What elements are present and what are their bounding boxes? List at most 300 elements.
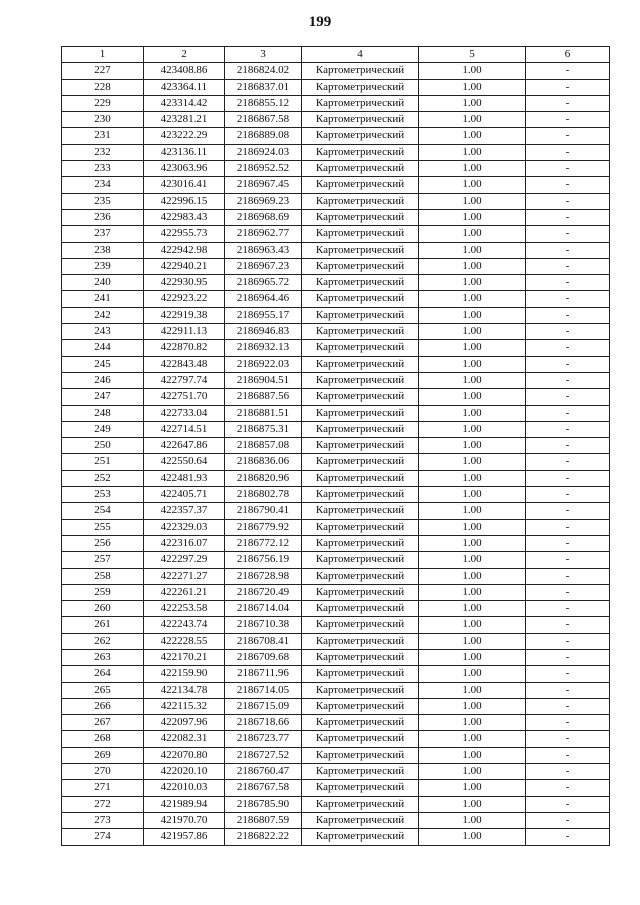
note-cell: -	[526, 796, 610, 812]
accuracy-cell: 1.00	[419, 258, 526, 274]
table-row	[62, 421, 610, 437]
y-coordinate-cell: 2186889.08	[225, 128, 302, 144]
table-row	[62, 79, 610, 95]
y-coordinate-cell: 2186715.09	[225, 698, 302, 714]
y-coordinate-cell: 2186867.58	[225, 112, 302, 128]
table-row	[62, 438, 610, 454]
table-row	[62, 454, 610, 470]
table-row	[62, 535, 610, 551]
x-coordinate-cell: 423314.42	[144, 95, 225, 111]
y-coordinate-cell: 2186822.22	[225, 829, 302, 845]
method-cell: Картометрический	[302, 601, 419, 617]
point-number-cell: 227	[62, 63, 144, 79]
table-row	[62, 144, 610, 160]
note-cell: -	[526, 812, 610, 828]
point-number-cell: 228	[62, 79, 144, 95]
coordinates-table	[61, 46, 610, 846]
method-cell: Картометрический	[302, 617, 419, 633]
point-number-cell: 249	[62, 421, 144, 437]
table-row	[62, 503, 610, 519]
accuracy-cell: 1.00	[419, 209, 526, 225]
table-row	[62, 682, 610, 698]
table-row	[62, 731, 610, 747]
y-coordinate-cell: 2186708.41	[225, 633, 302, 649]
note-cell: -	[526, 389, 610, 405]
note-cell: -	[526, 487, 610, 503]
point-number-cell: 254	[62, 503, 144, 519]
point-number-cell: 231	[62, 128, 144, 144]
y-coordinate-cell: 2186952.52	[225, 161, 302, 177]
method-cell: Картометрический	[302, 324, 419, 340]
point-number-cell: 241	[62, 291, 144, 307]
note-cell: -	[526, 519, 610, 535]
y-coordinate-cell: 2186710.38	[225, 617, 302, 633]
y-coordinate-cell: 2186881.51	[225, 405, 302, 421]
method-cell: Картометрический	[302, 568, 419, 584]
point-number-cell: 248	[62, 405, 144, 421]
note-cell: -	[526, 372, 610, 388]
table-row	[62, 666, 610, 682]
method-cell: Картометрический	[302, 177, 419, 193]
point-number-cell: 244	[62, 340, 144, 356]
table-row	[62, 63, 610, 79]
accuracy-cell: 1.00	[419, 242, 526, 258]
y-coordinate-cell: 2186802.78	[225, 487, 302, 503]
y-coordinate-cell: 2186720.49	[225, 584, 302, 600]
table-row	[62, 584, 610, 600]
point-number-cell: 242	[62, 307, 144, 323]
x-coordinate-cell: 421957.86	[144, 829, 225, 845]
note-cell: -	[526, 209, 610, 225]
table-row	[62, 519, 610, 535]
x-coordinate-cell: 422159.90	[144, 666, 225, 682]
table-row	[62, 796, 610, 812]
method-cell: Картометрический	[302, 454, 419, 470]
note-cell: -	[526, 535, 610, 551]
x-coordinate-cell: 421970.70	[144, 812, 225, 828]
x-coordinate-cell: 421989.94	[144, 796, 225, 812]
y-coordinate-cell: 2186875.31	[225, 421, 302, 437]
y-coordinate-cell: 2186824.02	[225, 63, 302, 79]
y-coordinate-cell: 2186965.72	[225, 275, 302, 291]
table-row	[62, 698, 610, 714]
note-cell: -	[526, 79, 610, 95]
accuracy-cell: 1.00	[419, 291, 526, 307]
method-cell: Картометрический	[302, 666, 419, 682]
y-coordinate-cell: 2186820.96	[225, 470, 302, 486]
point-number-cell: 245	[62, 356, 144, 372]
point-number-cell: 235	[62, 193, 144, 209]
accuracy-cell: 1.00	[419, 470, 526, 486]
method-cell: Картометрический	[302, 698, 419, 714]
accuracy-cell: 1.00	[419, 307, 526, 323]
point-number-cell: 263	[62, 649, 144, 665]
table-row	[62, 780, 610, 796]
note-cell: -	[526, 177, 610, 193]
accuracy-cell: 1.00	[419, 356, 526, 372]
y-coordinate-cell: 2186855.12	[225, 95, 302, 111]
y-coordinate-cell: 2186837.01	[225, 79, 302, 95]
y-coordinate-cell: 2186718.66	[225, 715, 302, 731]
note-cell: -	[526, 63, 610, 79]
point-number-cell: 261	[62, 617, 144, 633]
point-number-cell: 266	[62, 698, 144, 714]
method-cell: Картометрический	[302, 144, 419, 160]
note-cell: -	[526, 405, 610, 421]
method-cell: Картометрический	[302, 764, 419, 780]
x-coordinate-cell: 422751.70	[144, 389, 225, 405]
accuracy-cell: 1.00	[419, 193, 526, 209]
point-number-cell: 237	[62, 226, 144, 242]
x-coordinate-cell: 423016.41	[144, 177, 225, 193]
note-cell: -	[526, 144, 610, 160]
note-cell: -	[526, 161, 610, 177]
table-row	[62, 764, 610, 780]
x-coordinate-cell: 423222.29	[144, 128, 225, 144]
table-row	[62, 177, 610, 193]
x-coordinate-cell: 422297.29	[144, 552, 225, 568]
method-cell: Картометрический	[302, 747, 419, 763]
x-coordinate-cell: 423136.11	[144, 144, 225, 160]
point-number-cell: 268	[62, 731, 144, 747]
x-coordinate-cell: 422955.73	[144, 226, 225, 242]
accuracy-cell: 1.00	[419, 63, 526, 79]
table-row	[62, 747, 610, 763]
x-coordinate-cell: 422134.78	[144, 682, 225, 698]
x-coordinate-cell: 422253.58	[144, 601, 225, 617]
method-cell: Картометрический	[302, 340, 419, 356]
note-cell: -	[526, 747, 610, 763]
column-header-5: 5	[419, 47, 526, 63]
point-number-cell: 273	[62, 812, 144, 828]
y-coordinate-cell: 2186932.13	[225, 340, 302, 356]
point-number-cell: 267	[62, 715, 144, 731]
method-cell: Картометрический	[302, 682, 419, 698]
y-coordinate-cell: 2186904.51	[225, 372, 302, 388]
table-row	[62, 715, 610, 731]
method-cell: Картометрический	[302, 812, 419, 828]
accuracy-cell: 1.00	[419, 487, 526, 503]
note-cell: -	[526, 291, 610, 307]
note-cell: -	[526, 601, 610, 617]
method-cell: Картометрический	[302, 193, 419, 209]
accuracy-cell: 1.00	[419, 421, 526, 437]
y-coordinate-cell: 2186836.06	[225, 454, 302, 470]
table-row	[62, 633, 610, 649]
y-coordinate-cell: 2186946.83	[225, 324, 302, 340]
note-cell: -	[526, 258, 610, 274]
method-cell: Картометрический	[302, 584, 419, 600]
point-number-cell: 247	[62, 389, 144, 405]
x-coordinate-cell: 422405.71	[144, 487, 225, 503]
point-number-cell: 252	[62, 470, 144, 486]
x-coordinate-cell: 422115.32	[144, 698, 225, 714]
y-coordinate-cell: 2186756.19	[225, 552, 302, 568]
note-cell: -	[526, 324, 610, 340]
x-coordinate-cell: 422930.95	[144, 275, 225, 291]
point-number-cell: 269	[62, 747, 144, 763]
method-cell: Картометрический	[302, 715, 419, 731]
note-cell: -	[526, 715, 610, 731]
y-coordinate-cell: 2186963.43	[225, 242, 302, 258]
x-coordinate-cell: 422481.93	[144, 470, 225, 486]
x-coordinate-cell: 422261.21	[144, 584, 225, 600]
point-number-cell: 271	[62, 780, 144, 796]
method-cell: Картометрический	[302, 535, 419, 551]
accuracy-cell: 1.00	[419, 503, 526, 519]
table-row	[62, 829, 610, 845]
table-row	[62, 193, 610, 209]
table-row	[62, 405, 610, 421]
x-coordinate-cell: 423281.21	[144, 112, 225, 128]
accuracy-cell: 1.00	[419, 128, 526, 144]
method-cell: Картометрический	[302, 552, 419, 568]
point-number-cell: 255	[62, 519, 144, 535]
accuracy-cell: 1.00	[419, 552, 526, 568]
accuracy-cell: 1.00	[419, 438, 526, 454]
accuracy-cell: 1.00	[419, 601, 526, 617]
y-coordinate-cell: 2186968.69	[225, 209, 302, 225]
y-coordinate-cell: 2186728.98	[225, 568, 302, 584]
accuracy-cell: 1.00	[419, 649, 526, 665]
table-row	[62, 649, 610, 665]
x-coordinate-cell: 422020.10	[144, 764, 225, 780]
table-row	[62, 128, 610, 144]
x-coordinate-cell: 422870.82	[144, 340, 225, 356]
note-cell: -	[526, 454, 610, 470]
accuracy-cell: 1.00	[419, 275, 526, 291]
x-coordinate-cell: 422228.55	[144, 633, 225, 649]
accuracy-cell: 1.00	[419, 829, 526, 845]
y-coordinate-cell: 2186760.47	[225, 764, 302, 780]
point-number-cell: 272	[62, 796, 144, 812]
x-coordinate-cell: 422070.80	[144, 747, 225, 763]
note-cell: -	[526, 552, 610, 568]
table-row	[62, 356, 610, 372]
x-coordinate-cell: 423364.11	[144, 79, 225, 95]
table-row	[62, 258, 610, 274]
method-cell: Картометрический	[302, 829, 419, 845]
table-row	[62, 291, 610, 307]
method-cell: Картометрический	[302, 780, 419, 796]
x-coordinate-cell: 422996.15	[144, 193, 225, 209]
table-row	[62, 112, 610, 128]
accuracy-cell: 1.00	[419, 666, 526, 682]
x-coordinate-cell: 422983.43	[144, 209, 225, 225]
page-number: 199	[308, 14, 332, 30]
table-row	[62, 161, 610, 177]
table-row	[62, 487, 610, 503]
note-cell: -	[526, 340, 610, 356]
point-number-cell: 246	[62, 372, 144, 388]
point-number-cell: 251	[62, 454, 144, 470]
note-cell: -	[526, 633, 610, 649]
note-cell: -	[526, 731, 610, 747]
x-coordinate-cell: 422329.03	[144, 519, 225, 535]
method-cell: Картометрический	[302, 112, 419, 128]
x-coordinate-cell: 422942.98	[144, 242, 225, 258]
note-cell: -	[526, 780, 610, 796]
note-cell: -	[526, 617, 610, 633]
x-coordinate-cell: 422010.03	[144, 780, 225, 796]
column-header-4: 4	[302, 47, 419, 63]
method-cell: Картометрический	[302, 63, 419, 79]
method-cell: Картометрический	[302, 389, 419, 405]
point-number-cell: 230	[62, 112, 144, 128]
y-coordinate-cell: 2186955.17	[225, 307, 302, 323]
method-cell: Картометрический	[302, 242, 419, 258]
accuracy-cell: 1.00	[419, 780, 526, 796]
point-number-cell: 262	[62, 633, 144, 649]
y-coordinate-cell: 2186964.46	[225, 291, 302, 307]
point-number-cell: 265	[62, 682, 144, 698]
accuracy-cell: 1.00	[419, 682, 526, 698]
point-number-cell: 264	[62, 666, 144, 682]
note-cell: -	[526, 568, 610, 584]
note-cell: -	[526, 666, 610, 682]
point-number-cell: 229	[62, 95, 144, 111]
note-cell: -	[526, 112, 610, 128]
point-number-cell: 236	[62, 209, 144, 225]
table-row	[62, 812, 610, 828]
point-number-cell: 257	[62, 552, 144, 568]
note-cell: -	[526, 95, 610, 111]
x-coordinate-cell: 422733.04	[144, 405, 225, 421]
table-row	[62, 601, 610, 617]
note-cell: -	[526, 698, 610, 714]
point-number-cell: 253	[62, 487, 144, 503]
column-header-6: 6	[526, 47, 610, 63]
accuracy-cell: 1.00	[419, 535, 526, 551]
accuracy-cell: 1.00	[419, 617, 526, 633]
accuracy-cell: 1.00	[419, 764, 526, 780]
point-number-cell: 243	[62, 324, 144, 340]
accuracy-cell: 1.00	[419, 405, 526, 421]
point-number-cell: 240	[62, 275, 144, 291]
method-cell: Картометрический	[302, 731, 419, 747]
x-coordinate-cell: 422243.74	[144, 617, 225, 633]
x-coordinate-cell: 422919.38	[144, 307, 225, 323]
table-row	[62, 568, 610, 584]
y-coordinate-cell: 2186807.59	[225, 812, 302, 828]
accuracy-cell: 1.00	[419, 698, 526, 714]
x-coordinate-cell: 422923.22	[144, 291, 225, 307]
method-cell: Картометрический	[302, 405, 419, 421]
accuracy-cell: 1.00	[419, 568, 526, 584]
note-cell: -	[526, 307, 610, 323]
accuracy-cell: 1.00	[419, 177, 526, 193]
table-row	[62, 226, 610, 242]
accuracy-cell: 1.00	[419, 324, 526, 340]
accuracy-cell: 1.00	[419, 112, 526, 128]
method-cell: Картометрический	[302, 226, 419, 242]
column-header-2: 2	[144, 47, 225, 63]
method-cell: Картометрический	[302, 372, 419, 388]
accuracy-cell: 1.00	[419, 812, 526, 828]
accuracy-cell: 1.00	[419, 389, 526, 405]
table-row	[62, 324, 610, 340]
accuracy-cell: 1.00	[419, 796, 526, 812]
x-coordinate-cell: 422797.74	[144, 372, 225, 388]
note-cell: -	[526, 275, 610, 291]
note-cell: -	[526, 242, 610, 258]
y-coordinate-cell: 2186714.04	[225, 601, 302, 617]
table-row	[62, 209, 610, 225]
y-coordinate-cell: 2186772.12	[225, 535, 302, 551]
note-cell: -	[526, 649, 610, 665]
method-cell: Картометрический	[302, 633, 419, 649]
x-coordinate-cell: 423408.86	[144, 63, 225, 79]
note-cell: -	[526, 829, 610, 845]
y-coordinate-cell: 2186767.58	[225, 780, 302, 796]
accuracy-cell: 1.00	[419, 144, 526, 160]
table-row	[62, 470, 610, 486]
y-coordinate-cell: 2186967.45	[225, 177, 302, 193]
point-number-cell: 232	[62, 144, 144, 160]
x-coordinate-cell: 422647.86	[144, 438, 225, 454]
method-cell: Картометрический	[302, 421, 419, 437]
note-cell: -	[526, 128, 610, 144]
accuracy-cell: 1.00	[419, 715, 526, 731]
point-number-cell: 256	[62, 535, 144, 551]
column-header-1: 1	[62, 47, 144, 63]
x-coordinate-cell: 422714.51	[144, 421, 225, 437]
y-coordinate-cell: 2186790.41	[225, 503, 302, 519]
note-cell: -	[526, 470, 610, 486]
method-cell: Картометрический	[302, 649, 419, 665]
point-number-cell: 239	[62, 258, 144, 274]
accuracy-cell: 1.00	[419, 519, 526, 535]
accuracy-cell: 1.00	[419, 454, 526, 470]
x-coordinate-cell: 422940.21	[144, 258, 225, 274]
x-coordinate-cell: 422357.37	[144, 503, 225, 519]
x-coordinate-cell: 422316.07	[144, 535, 225, 551]
note-cell: -	[526, 356, 610, 372]
point-number-cell: 260	[62, 601, 144, 617]
point-number-cell: 234	[62, 177, 144, 193]
method-cell: Картометрический	[302, 470, 419, 486]
x-coordinate-cell: 422170.21	[144, 649, 225, 665]
y-coordinate-cell: 2186779.92	[225, 519, 302, 535]
table-row	[62, 242, 610, 258]
table-row	[62, 340, 610, 356]
note-cell: -	[526, 438, 610, 454]
y-coordinate-cell: 2186969.23	[225, 193, 302, 209]
y-coordinate-cell: 2186887.56	[225, 389, 302, 405]
y-coordinate-cell: 2186711.96	[225, 666, 302, 682]
table-row	[62, 307, 610, 323]
table-row	[62, 552, 610, 568]
table-row	[62, 372, 610, 388]
note-cell: -	[526, 226, 610, 242]
method-cell: Картометрический	[302, 796, 419, 812]
method-cell: Картометрический	[302, 258, 419, 274]
point-number-cell: 238	[62, 242, 144, 258]
method-cell: Картометрический	[302, 161, 419, 177]
method-cell: Картометрический	[302, 307, 419, 323]
y-coordinate-cell: 2186727.52	[225, 747, 302, 763]
x-coordinate-cell: 423063.96	[144, 161, 225, 177]
table-row	[62, 275, 610, 291]
header-row	[62, 47, 610, 63]
point-number-cell: 250	[62, 438, 144, 454]
x-coordinate-cell: 422843.48	[144, 356, 225, 372]
accuracy-cell: 1.00	[419, 340, 526, 356]
accuracy-cell: 1.00	[419, 747, 526, 763]
x-coordinate-cell: 422082.31	[144, 731, 225, 747]
accuracy-cell: 1.00	[419, 372, 526, 388]
accuracy-cell: 1.00	[419, 731, 526, 747]
